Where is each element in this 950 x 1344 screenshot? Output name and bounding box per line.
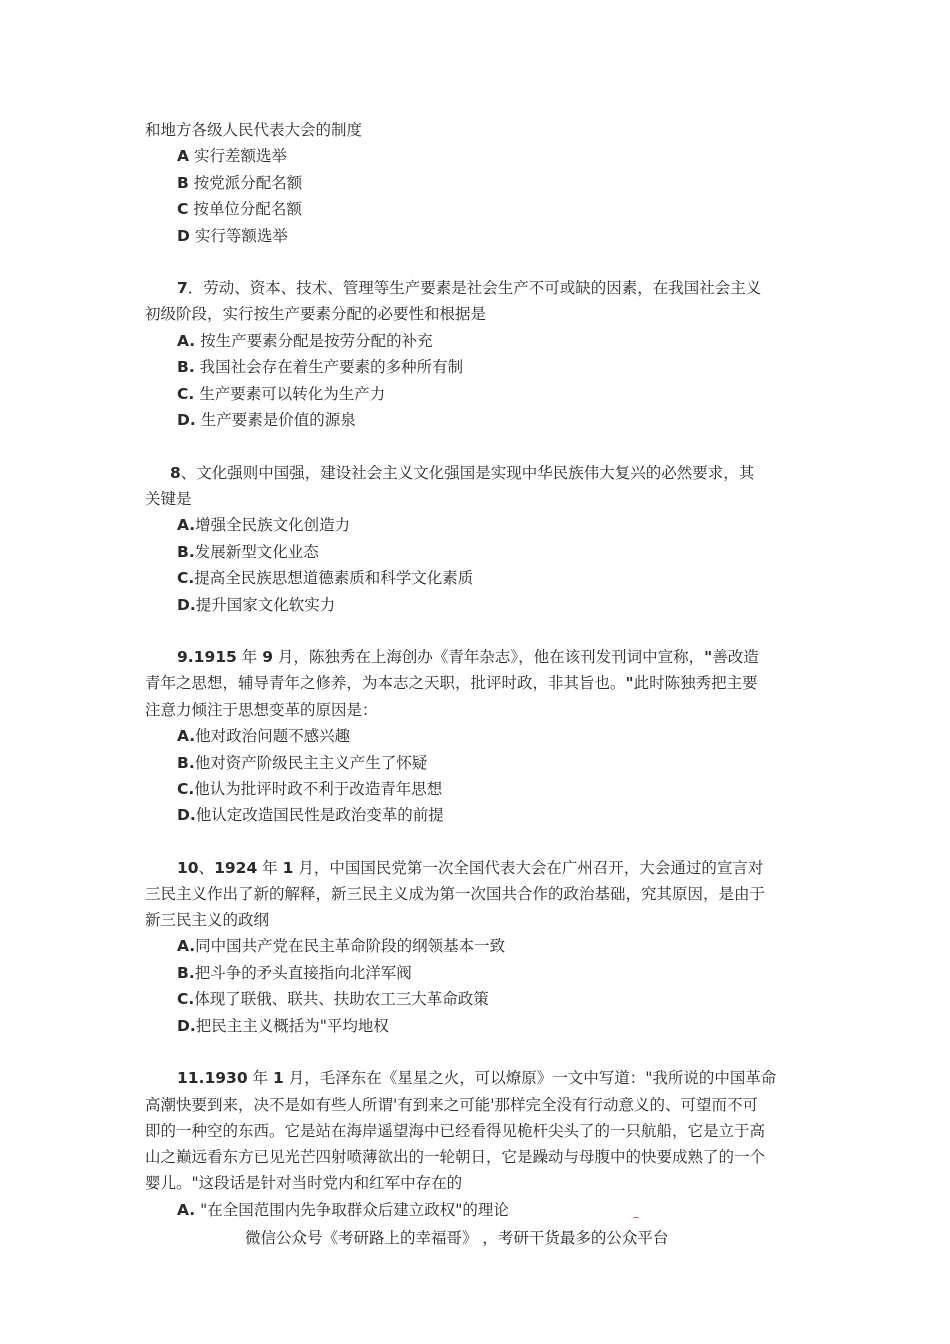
option-letter: D [177, 227, 190, 245]
q9-option-b [177, 750, 427, 776]
q9-option-c [177, 776, 442, 802]
q8-option-a [177, 512, 350, 538]
q6-option-b [177, 170, 302, 196]
q10-stem-line3: 新三民主义的政纲 [145, 911, 270, 929]
q9-option-d [177, 802, 444, 828]
q9-stem-line1 [177, 644, 759, 670]
q10-year: 1924 [214, 859, 258, 877]
option-letter: B. [177, 543, 195, 561]
q9-text-2: 青年之思想，辅导青年之修养，为本志之天职，批评时政，非其旨也。 [145, 674, 626, 692]
option-text: 他认定改造国民性是政治变革的前提 [195, 806, 444, 824]
option-letter: C. [177, 990, 195, 1008]
q11-stem-line3: 即的一种空的东西。它是站在海岸遥望海中已经看得见桅杆尖头了的一只航船，它是立于高 [145, 1122, 766, 1140]
footer-watermark: 微信公众号《考研路上的幸福哥》 ，考研干货最多的公众平台 [245, 1229, 669, 1247]
q10-text: 月，中国国民党第一次全国代表大会在广州召开，大会通过的宣言对 [293, 859, 764, 877]
question-number: 8 [170, 464, 181, 482]
q11-stem-line2: 高潮快要到来，决不是如有些人所谓'有到来之可能'那样完全没有行动意义的、可望而不可 [145, 1096, 759, 1114]
q10-option-a [177, 933, 505, 959]
q11-year-char: 年 [247, 1069, 273, 1087]
option-text: 生产要素可以转化为生产力 [199, 385, 386, 403]
q6-option-a [177, 143, 287, 169]
q11-option-a [177, 1197, 509, 1223]
option-text: 提高全民族思想道德素质和科学文化素质 [194, 569, 474, 587]
option-letter: B [177, 174, 189, 192]
option-letter: D. [177, 1017, 196, 1035]
option-letter: A. [177, 727, 196, 745]
q10-option-c [177, 986, 489, 1012]
option-letter: D. [177, 596, 196, 614]
question-number: 11.1930 [177, 1069, 248, 1087]
q9-quote-start: 善改造 [712, 648, 759, 666]
option-letter: B. [177, 964, 195, 982]
q7-option-a [177, 328, 433, 354]
option-text: 他认为批评时政不利于改造青年思想 [194, 780, 443, 798]
option-letter: D. [177, 411, 196, 429]
option-text: 把斗争的矛头直接指向北洋军阀 [194, 964, 412, 982]
option-letter: A. [177, 937, 196, 955]
option-letter: C. [177, 569, 195, 587]
q9-text-2-rest: 此时陈独秀把主要 [633, 674, 758, 692]
question-number: 9.1915 [177, 648, 237, 666]
option-letter: A. [177, 516, 196, 534]
q6-option-c [177, 196, 302, 222]
red-mark [633, 1217, 639, 1221]
q9-year-char: 年 [236, 648, 263, 666]
q9-quote-close: " [625, 674, 634, 692]
q11-stem-line1 [177, 1065, 776, 1091]
q8-option-b [177, 539, 319, 565]
q6-stem-tail: 和地方各级人民代表大会的制度 [145, 121, 363, 139]
option-text: 把民主主义概括为"平均地权 [195, 1017, 389, 1035]
option-text: 生产要素是价值的源泉 [200, 411, 356, 429]
q10-option-b [177, 960, 412, 986]
q8-stem-line1 [170, 460, 754, 486]
option-text: "在全国范围内先争取群众后建立政权"的理论 [195, 1201, 509, 1219]
option-letter: B. [177, 358, 195, 376]
q10-sep: 、 [198, 859, 215, 877]
option-text: 提升国家文化软实力 [195, 596, 336, 614]
q9-quote-open: " [704, 648, 713, 666]
q8-text: 、文化强则中国强，建设社会主义文化强国是实现中华民族伟大复兴的必然要求，其 [180, 464, 755, 482]
q7-option-b [177, 354, 463, 380]
question-number: 10 [177, 859, 199, 877]
option-letter: A. [177, 332, 196, 350]
option-letter: C. [177, 780, 195, 798]
q6-option-d [177, 223, 288, 249]
q10-option-d [177, 1013, 389, 1039]
q11-month: 1 [272, 1069, 284, 1087]
q7-text: ．劳动、资本、技术、管理等生产要素是社会生产不可或缺的因素，在我国社会主义 [187, 279, 762, 297]
q10-year-char: 年 [257, 859, 283, 877]
q8-stem-line2: 关键是 [145, 490, 192, 508]
option-text: 发展新型文化业态 [194, 543, 319, 561]
q7-option-c [177, 381, 385, 407]
option-text: 实行等额选举 [194, 227, 288, 245]
option-text: 按生产要素分配是按劳分配的补充 [200, 332, 433, 350]
q7-stem-line2: 初级阶段，实行按生产要素分配的必要性和根据是 [145, 305, 487, 323]
q7-option-d [177, 407, 356, 433]
option-letter: C. [177, 385, 195, 403]
question-number: 7 [177, 279, 188, 297]
q8-option-d [177, 592, 335, 618]
option-text: 增强全民族文化创造力 [195, 516, 351, 534]
option-letter: A. [177, 1201, 196, 1219]
q9-month: 9 [262, 648, 273, 666]
q10-stem-line1 [177, 855, 763, 881]
q10-month: 1 [282, 859, 294, 877]
option-text: 我国社会存在着生产要素的多种所有制 [199, 358, 464, 376]
option-text: 按党派分配名额 [193, 174, 303, 192]
q9-stem-line3: 注意力倾注于思想变革的原因是： [145, 701, 378, 719]
q11-text: 月，毛泽东在《星星之火，可以燎原》一文中写道："我所说的中国革命 [283, 1069, 777, 1087]
q9-text: 月，陈独秀在上海创办《青年杂志》，他在该刊发刊词中宣称， [272, 648, 705, 666]
option-letter: D. [177, 806, 196, 824]
option-letter: B. [177, 754, 195, 772]
q10-stem-line2: 三民主义作出了新的解释，新三民主义成为第一次国共合作的政治基础，究其原因，是由于 [145, 885, 766, 903]
option-text: 按单位分配名额 [193, 200, 302, 218]
option-text: 体现了联俄、联共、扶助农工三大革命政策 [194, 990, 489, 1008]
q8-option-c [177, 565, 473, 591]
q9-option-a [177, 723, 350, 749]
q11-stem-line5: 婴儿。"这段话是针对当时党内和红军中存在的 [145, 1174, 463, 1192]
option-text: 实行差额选举 [193, 147, 287, 165]
option-text: 他对资产阶级民主主义产生了怀疑 [194, 754, 428, 772]
option-letter: C [177, 200, 189, 218]
option-letter: A [177, 147, 189, 165]
option-text: 同中国共产党在民主革命阶段的纲领基本一致 [195, 937, 506, 955]
q9-stem-line2 [145, 670, 758, 696]
option-text: 他对政治问题不感兴趣 [195, 727, 351, 745]
q11-stem-line4: 山之巅远看东方已见光芒四射喷薄欲出的一轮朝日，它是躁动与母腹中的快要成熟了的一个 [145, 1148, 766, 1166]
q7-stem-line1 [177, 275, 761, 301]
